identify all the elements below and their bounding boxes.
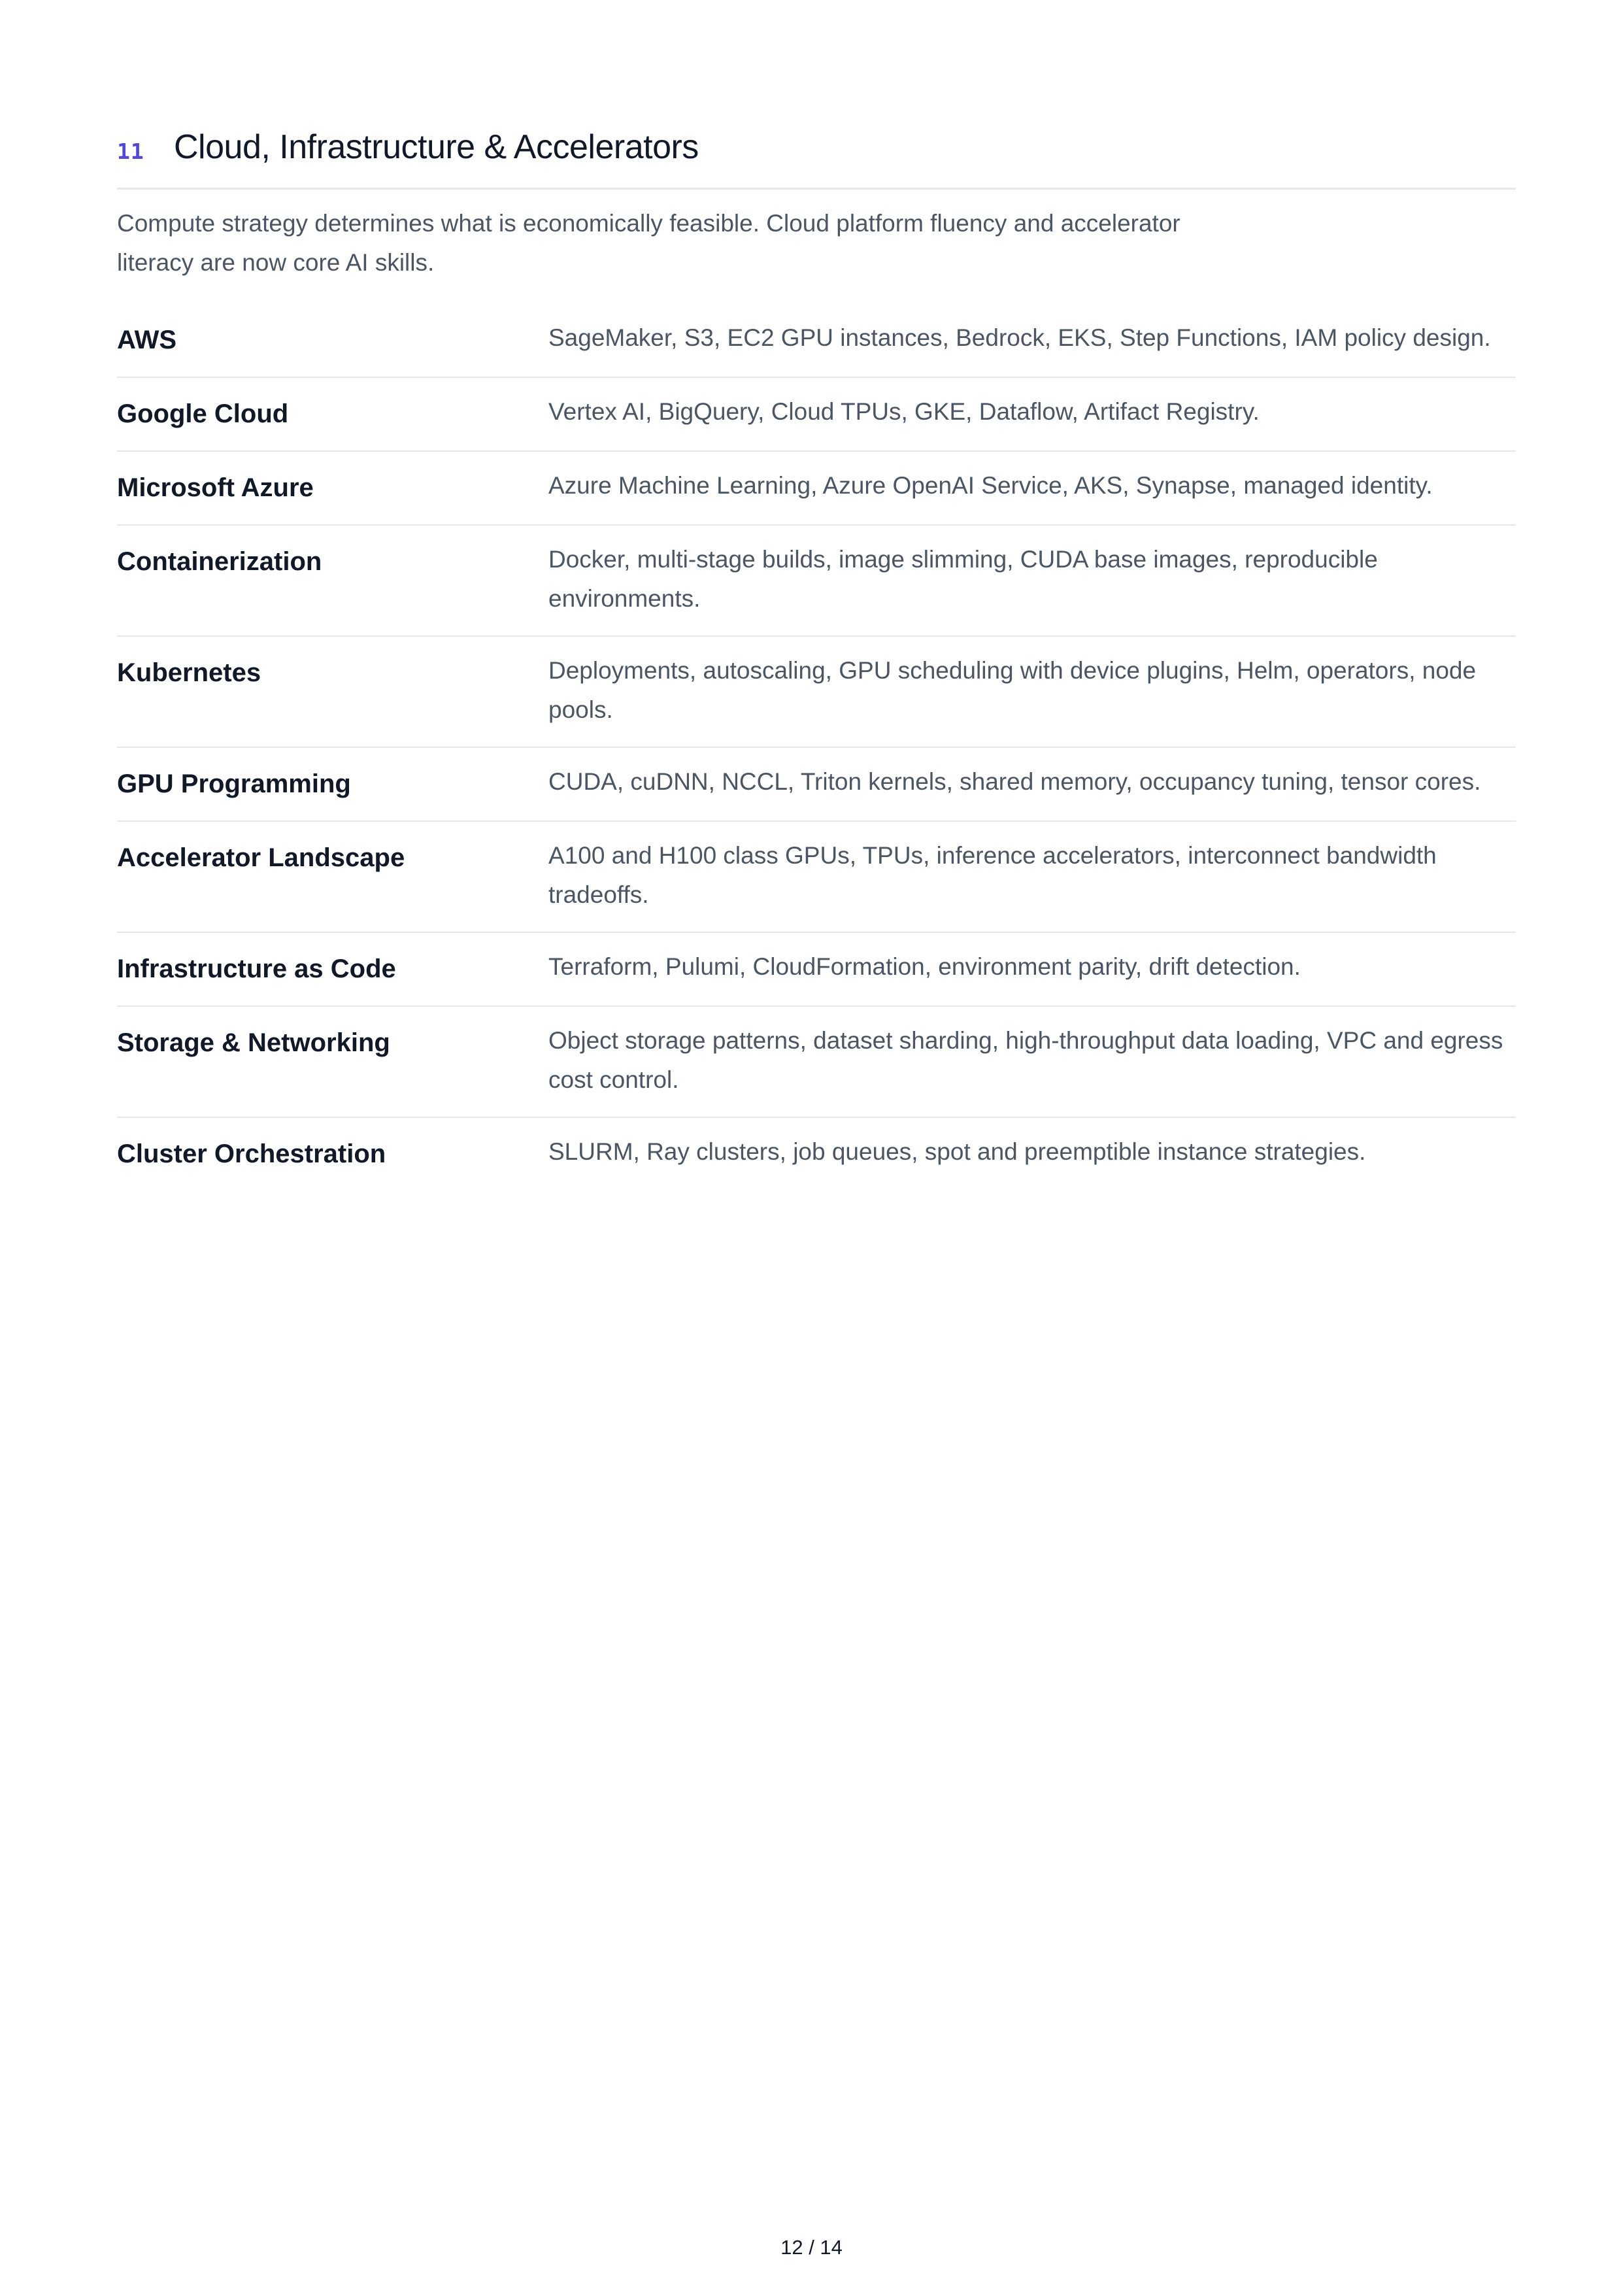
section-title: Cloud, Infrastructure & Accelerators	[174, 128, 699, 166]
table-row	[117, 378, 1516, 452]
row-description: Deployments, autoscaling, GPU scheduling with device plugins, Helm, operators, node pools.	[548, 657, 1477, 723]
row-description: Terraform, Pulumi, CloudFormation, environment parity, drift detection.	[548, 953, 1301, 980]
section-number: 11	[117, 139, 144, 164]
page-number: 12 / 14	[780, 2236, 843, 2259]
table-row	[117, 637, 1516, 748]
table-row	[117, 748, 1516, 822]
table-row	[117, 304, 1516, 378]
table-row	[117, 452, 1516, 526]
table-row	[117, 1118, 1516, 1190]
row-description: CUDA, cuDNN, NCCL, Triton kernels, shared memory, occupancy tuning, tensor cores.	[548, 768, 1481, 795]
section-header	[117, 124, 1516, 190]
table-row	[117, 1007, 1516, 1118]
section-intro: Compute strategy determines what is economically feasible. Cloud platform fluency and accelerator literacy are now core AI skills.	[117, 210, 1180, 276]
row-label: Infrastructure as Code	[117, 954, 396, 983]
row-label: Storage & Networking	[117, 1028, 390, 1057]
row-label: Google Cloud	[117, 399, 289, 428]
row-label: AWS	[117, 326, 177, 354]
row-description: SageMaker, S3, EC2 GPU instances, Bedrock, EKS, Step Functions, IAM policy design.	[548, 324, 1491, 351]
row-label: Accelerator Landscape	[117, 843, 405, 872]
table-row	[117, 933, 1516, 1007]
row-label: Microsoft Azure	[117, 473, 314, 502]
row-description: Object storage patterns, dataset sharding, high-throughput data loading, VPC and egress cost control.	[548, 1027, 1503, 1093]
row-label: Kubernetes	[117, 658, 261, 687]
table-row	[117, 822, 1516, 933]
row-description: A100 and H100 class GPUs, TPUs, inference accelerators, interconnect bandwidth tradeoffs.	[548, 842, 1437, 908]
row-label: Cluster Orchestration	[117, 1140, 386, 1168]
table-row	[117, 526, 1516, 637]
row-label: Containerization	[117, 547, 322, 576]
row-description: Azure Machine Learning, Azure OpenAI Service, AKS, Synapse, managed identity.	[548, 472, 1433, 499]
row-description: Docker, multi-stage builds, image slimming, CUDA base images, reproducible environments.	[548, 546, 1378, 612]
row-label: GPU Programming	[117, 769, 351, 798]
row-description: Vertex AI, BigQuery, Cloud TPUs, GKE, Dataflow, Artifact Registry.	[548, 398, 1260, 425]
row-description: SLURM, Ray clusters, job queues, spot and preemptible instance strategies.	[548, 1138, 1366, 1165]
skills-table	[117, 304, 1516, 1190]
